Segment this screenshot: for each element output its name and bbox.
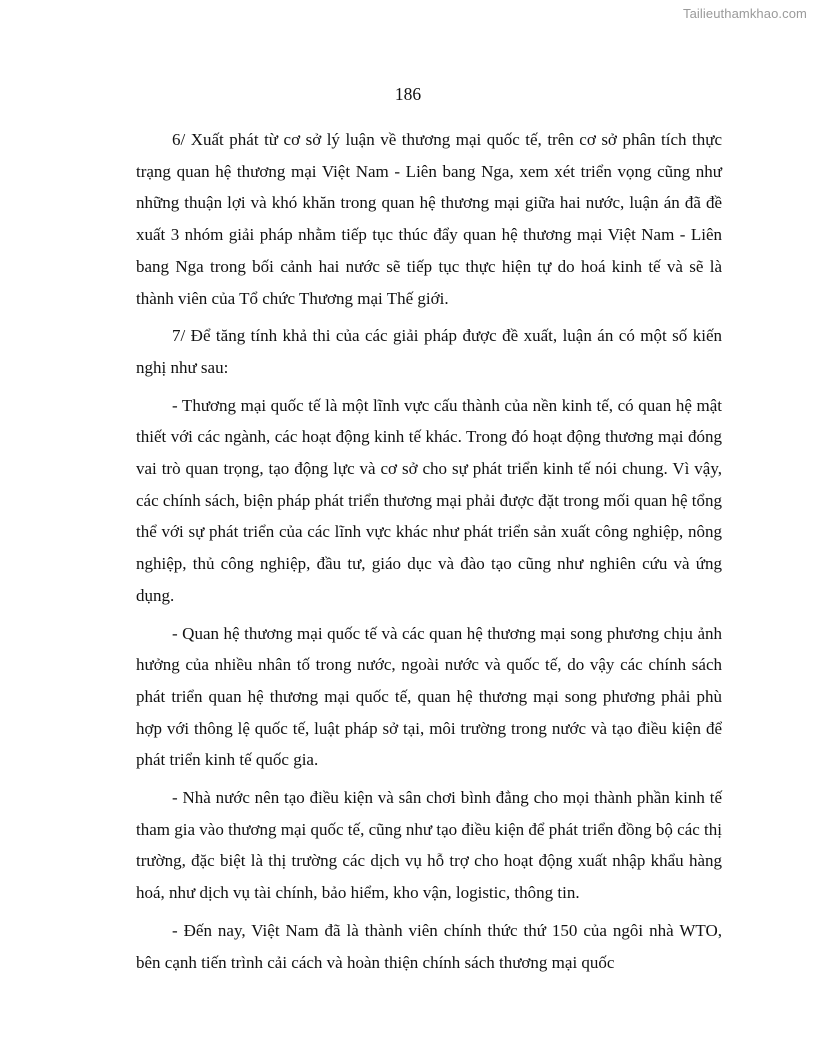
document-body — [136, 124, 722, 984]
paragraph-6-conclusion: 6/ Xuất phát từ cơ sở lý luận về thương mại quốc tế, trên cơ sở phân tích thực trạng quan hệ thương mại Việt Nam - Liên bang Nga, xem xét triển vọng cũng như những thuận lợi và khó khăn trong quan hệ thương mại giữa hai nước, luận án đã đề xuất 3 nhóm giải pháp nhằm tiếp tục thúc đẩy quan hệ thương mại Việt Nam - Liên bang Nga trong bối cảnh hai nước sẽ tiếp tục thực hiện tự do hoá kinh tế và sẽ là thành viên của Tổ chức Thương mại Thế giới. — [136, 130, 722, 308]
paragraph-7-recommendations-intro: 7/ Để tăng tính khả thi của các giải pháp được đề xuất, luận án có một số kiến nghị như sau: — [136, 326, 722, 377]
paragraph-recommendation-trade-role: - Thương mại quốc tế là một lĩnh vực cấu thành của nền kinh tế, có quan hệ mật thiết với các ngành, các hoạt động kinh tế khác. Trong đó hoạt động thương mại đóng vai trò quan trọng, tạo động lực và cơ sở cho sự phát triển kinh tế nói chung. Vì vậy, các chính sách, biện pháp phát triển thương mại phải được đặt trong mối quan hệ tổng thể với sự phát triển của các lĩnh vực khác như phát triển sản xuất công nghiệp, nông nghiệp, thủ công nghiệp, đầu tư, giáo dục và đào tạo cũng như nghiên cứu và ứng dụng. — [136, 395, 722, 605]
paragraph-recommendation-bilateral-relations: - Quan hệ thương mại quốc tế và các quan hệ thương mại song phương chịu ảnh hưởng của nhiều nhân tố trong nước, ngoài nước và quốc tế, do vậy các chính sách phát triển quan hệ thương mại quốc tế, quan hệ thương mại song phương phải phù hợp với thông lệ quốc tế, luật pháp sở tại, môi trường trong nước và tạo điều kiện để phát triển kinh tế quốc gia. — [136, 623, 722, 770]
paragraph-recommendation-wto: - Đến nay, Việt Nam đã là thành viên chính thức thứ 150 của ngôi nhà WTO, bên cạnh tiến trình cải cách và hoàn thiện chính sách thương mại quốc — [136, 920, 722, 972]
watermark: Tailieuthamkhao.com — [682, 6, 807, 21]
page-number: 186 — [394, 84, 422, 104]
paragraph-recommendation-state-conditions: - Nhà nước nên tạo điều kiện và sân chơi bình đẳng cho mọi thành phần kinh tế tham gia vào thương mại quốc tế, cũng như tạo điều kiện để phát triển đồng bộ các thị trường, đặc biệt là thị trường các dịch vụ hỗ trợ cho hoạt động xuất nhập khẩu hàng hoá, như dịch vụ tài chính, bảo hiểm, kho vận, logistic, thông tin. — [136, 788, 722, 903]
